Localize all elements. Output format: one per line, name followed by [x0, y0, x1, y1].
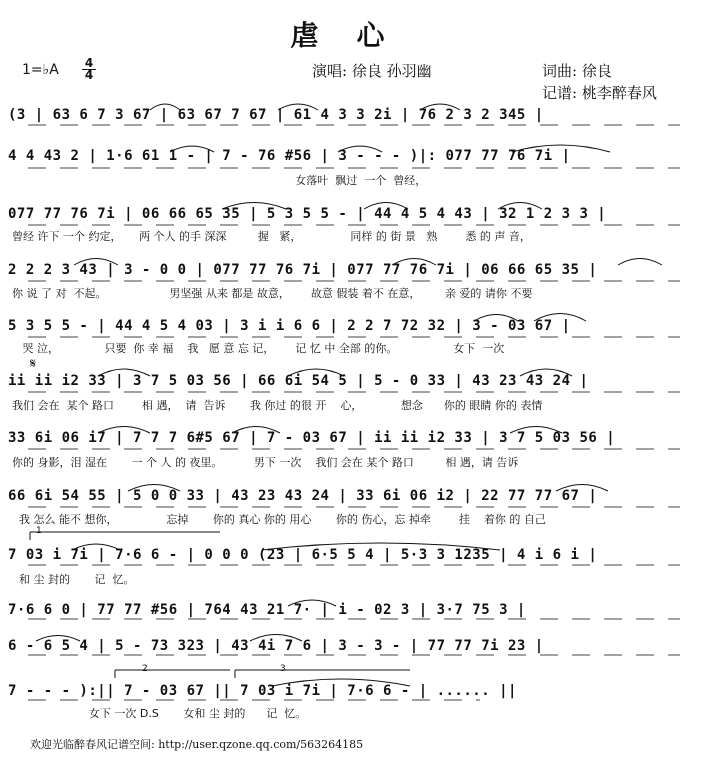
notation-row-7: 33 6i 06 i7 | 7 7 7 6#5 67 | 7 - 03 67 | ii ii i2 33 | 3 7 5 03 56 | [8, 430, 616, 446]
lyrics-row-5: 哭 泣， 只要 你 幸 福 我 愿 意 忘 记， 记 忆 中 全部 的你。 女下 一次 [12, 342, 505, 355]
lyrics-row-2: 女落叶 飘过 一个 曾经， [12, 174, 427, 187]
composer-credit: 词曲: 徐良 [542, 62, 612, 80]
notation-row-9: 7 03 i 7i | 7·6 6 - | 0 0 0 (23 | 6·5 5 4 | 5·3 3 1235 | 4 i 6 i | [8, 547, 598, 563]
notation-row-11: 6 - 6 5 4 | 5 - 73 323 | 43 4i 7 6 | 3 - 3 - | 77 77 7i 23 | [8, 638, 544, 654]
song-title: 虐心 [290, 19, 423, 52]
notation-row-6: ii ii i2 33 | 3 7 5 03 56 | 66 6i 54 5 | 5 - 0 33 | 43 23 43 24 | [8, 373, 589, 389]
transcriber-credit: 记谱: 桃李醉春风 [542, 84, 657, 102]
segno-sign: 𝄋 [30, 356, 37, 372]
notation-row-4: 2 2 2 3 43 | 3 - 0 0 | 077 77 76 7i | 077 77 76 7i | 06 66 65 35 | [8, 262, 598, 278]
notation-row-5: 5 3 5 5 - | 44 4 5 4 03 | 3 i i 6 6 | 2 2 7 72 32 | 3 - 03 67 | [8, 318, 571, 334]
lyrics-row-6: 我们 会在 某个 路口 相 遇， 请 告诉 我 你过 的很 开 心， 想念 你的 眼睛 你的 表情 [12, 399, 543, 412]
notation-row-12: 7 - - - ):|| 7 - 03 67 || 7 03 i 7i | 7·6 6 - | ...... || [8, 683, 517, 699]
lyrics-row-12: 女下 一次 D.S 女和 尘 封的 记 忆。 [12, 707, 307, 720]
time-signature-top: 4 [84, 56, 94, 70]
key-signature: 1=♭A [22, 62, 59, 78]
lyrics-row-4: 你 说 了 对 不起。 男坚强 从来 都是 故意， 故意 假装 着不 在意， 亲 爱的 请你 不要 [12, 287, 533, 300]
singer-credit: 演唱: 徐良 孙羽幽 [312, 62, 432, 80]
time-signature-bottom: 4 [82, 69, 96, 81]
volta-3-label: 3 [280, 664, 286, 674]
lyrics-row-3: 曾经 许下 一个 约定， 两 个人 的手 深深 握 紧， 同样 的 街 景 熟 悉 的 声 音， [12, 230, 531, 243]
volta-2-label: 2 [142, 664, 148, 674]
notation-row-10: 7·6 6 0 | 77 77 #56 | 764 43 21 7· | i - 02 3 | 3·7 75 3 | [8, 602, 526, 618]
footer-credit: 欢迎光临醉春风记谱空间: http://user.qzone.qq.com/563264185 [30, 738, 364, 751]
notation-row-1: (3 | 63 6 7 3 67 | 63 67 7 67 | 61 4 3 3 2i | 76 2 3 2 345 | [8, 107, 544, 123]
notation-row-8: 66 6i 54 55 | 5 0 0 33 | 43 23 43 24 | 33 6i 06 i2 | 22 77 77 67 | [8, 488, 598, 504]
lyrics-row-9: 和 尘 封的 记 忆。 [12, 573, 135, 586]
volta-1-label: 1 [36, 526, 42, 536]
notation-row-3: 077 77 76 7i | 06 66 65 35 | 5 3 5 5 - | 44 4 5 4 43 | 32 1 2 3 3 | [8, 206, 607, 222]
notation-row-2: 4 4 43 2 | 1·6 61 1 - | 7 - 76 #56 | 3 - - - )|: 077 77 76 7i | [8, 148, 571, 164]
lyrics-row-8: 我 怎么 能不 想你， 忘掉 你的 真心 你的 用心 你的 伤心，忘 掉牵 挂 着你 的 自己 [12, 513, 546, 526]
lyrics-row-7: 你的 身影，泪 湿在 一 个 人 的 夜里。 男下 一次 我们 会在 某个 路口 相 遇，请 告诉 [12, 456, 519, 469]
